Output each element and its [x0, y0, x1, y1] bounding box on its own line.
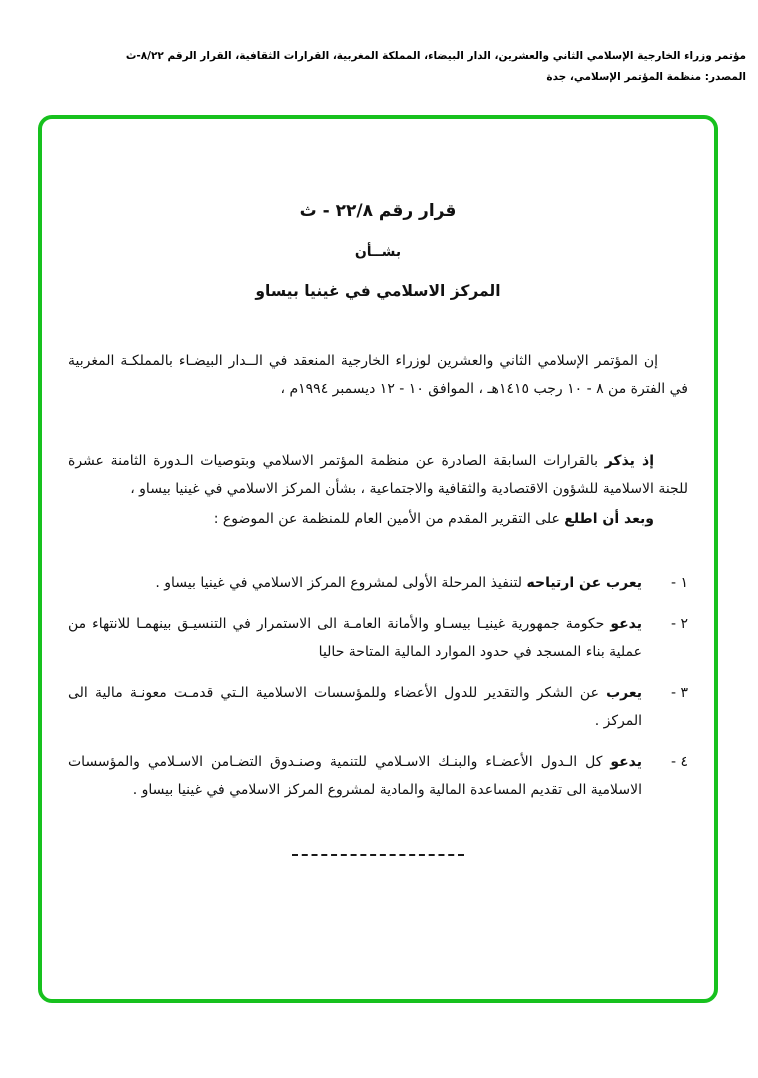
item-text — [68, 679, 642, 735]
recall-lead: إذ يذكر — [604, 453, 654, 469]
review-lead: وبعد أن اطلع — [564, 511, 654, 527]
review-text: على التقرير المقدم من الأمين العام للمنظمة عن الموضوع : — [213, 511, 565, 527]
list-item — [68, 679, 688, 735]
item-lead: يدعو — [610, 616, 642, 632]
list-item — [68, 569, 688, 597]
resolution-number: قرار رقم ٢٢/٨ - ث — [299, 201, 457, 221]
document-body — [42, 119, 714, 856]
item-body: لتنفيذ المرحلة الأولى لمشروع المركز الاسلامي في غينيا بيساو . — [155, 575, 527, 591]
item-number: ٤ - — [670, 754, 688, 770]
review-paragraph — [68, 505, 688, 533]
citation-line-2: المصدر: منظمة المؤتمر الإسلامي، جدة — [546, 71, 746, 83]
resolution-title-block — [68, 197, 688, 305]
item-text — [68, 748, 642, 804]
item-lead: يعرب عن ارتياحه — [526, 575, 642, 591]
item-number: ٣ - — [670, 685, 688, 701]
list-item — [68, 610, 688, 666]
operative-items — [68, 569, 688, 804]
item-body: كل الـدول الأعضـاء والبنـك الاسـلامي للتنمية وصنـدوق التضـامن الاسـلامي والمؤسسات الاسلامية الى تقديم المساعدة المالية والمادية لمشروع المركز الاسلامي في غينيا بيساو . — [68, 754, 642, 798]
item-number: ٢ - — [670, 616, 688, 632]
item-lead: يعرب — [606, 685, 642, 701]
document-border — [38, 115, 718, 1003]
item-text — [68, 569, 642, 597]
item-text — [68, 610, 642, 666]
list-item — [68, 748, 688, 804]
item-lead: يدعو — [610, 754, 642, 770]
resolution-regarding: بشــأن — [354, 244, 402, 260]
preamble-paragraph: إن المؤتمر الإسلامي الثاني والعشرين لوزراء الخارجية المنعقد في الــدار البيضـاء بالمملكـة المغربية في الفترة من ٨ - ١٠ رجب ١٤١٥هـ ، الموافق ١٠ - ١٢ ديسمبر ١٩٩٤م ، — [68, 353, 688, 397]
end-separator-line — [292, 854, 464, 856]
item-body: عن الشكر والتقدير للدول الأعضاء وللمؤسسات الاسلامية الـتي قدمـت معونـة مالية الى المركز . — [68, 685, 642, 729]
recall-text: بالقرارات السابقة الصادرة عن منظمة المؤتمر الاسلامي وبتوصيات الـدورة الثامنة عشرة للجنة الاسلامية للشؤون الاقتصادية والثقافية والاجتماعية ، بشأن المركز الاسلامي في غينيا بيساو ، — [68, 453, 688, 497]
item-body: حكومة جمهورية غينيـا بيسـاو والأمانة العامـة الى الاستمرار في التنسيـق بينهمـا للانتهاء من عملية بناء المسجد في حدود الموارد المالية المتاحة حاليا — [68, 616, 642, 660]
recall-paragraph — [68, 447, 688, 503]
citation-header — [12, 46, 746, 88]
item-number: ١ - — [670, 575, 688, 591]
citation-line-1: مؤتمر وزراء الخارجية الإسلامي الثاني والعشرين، الدار البيضاء، المملكة المغربية، القرارات الثقافية، القرار الرقم ٨/٢٢-ث — [125, 50, 746, 62]
resolution-subject: المركز الاسلامي في غينيا بيساو — [255, 282, 501, 300]
